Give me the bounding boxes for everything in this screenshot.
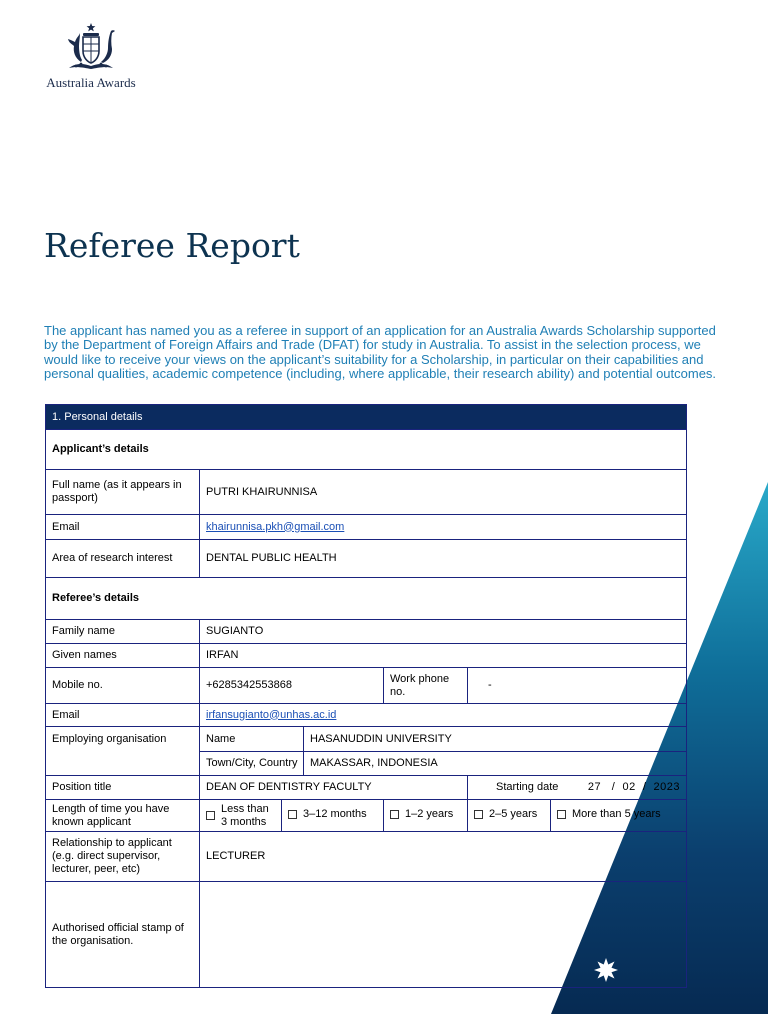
referee-email-link[interactable]: irfansugianto@unhas.ac.id: [206, 708, 337, 721]
family-name-row: [46, 620, 687, 644]
date-separator: /: [611, 781, 616, 793]
work-phone-label: Work phone no.: [384, 668, 468, 704]
referee-details-row: [46, 578, 687, 620]
fullname-label: Full name (as it appears in passport): [46, 470, 200, 515]
length-option-2-5-years[interactable]: 2–5 years: [468, 800, 551, 832]
applicant-details-heading: Applicant’s details: [46, 430, 687, 470]
checkbox-icon[interactable]: [390, 810, 399, 819]
org-town-value[interactable]: MAKASSAR, INDONESIA: [304, 752, 687, 776]
family-name-label: Family name: [46, 620, 200, 644]
organisation-label: Employing organisation: [46, 727, 200, 776]
relationship-value[interactable]: LECTURER: [200, 832, 687, 882]
page-title: Referee Report: [44, 226, 300, 265]
org-name-value[interactable]: HASANUDDIN UNIVERSITY: [304, 727, 687, 752]
fullname-value[interactable]: PUTRI KHAIRUNNISA: [200, 470, 687, 515]
position-row: [46, 776, 687, 800]
applicant-email-link[interactable]: khairunnisa.pkh@gmail.com: [206, 520, 345, 533]
starting-date-label: Starting date: [496, 781, 559, 793]
given-names-row: [46, 644, 687, 668]
length-option-3-12-months[interactable]: 3–12 months: [282, 800, 384, 832]
start-day: 27: [587, 781, 602, 793]
length-option-1-2-years[interactable]: 1–2 years: [384, 800, 468, 832]
relationship-label: Relationship to applicant (e.g. direct supervisor, lecturer, peer, etc): [46, 832, 200, 882]
given-names-value[interactable]: IRFAN: [200, 644, 687, 668]
org-name-row: [46, 727, 687, 752]
starting-date-value[interactable]: [588, 781, 680, 794]
checkbox-icon[interactable]: [474, 810, 483, 819]
length-option-more-5-years[interactable]: More than 5 years: [551, 800, 687, 832]
referee-email-row: [46, 704, 687, 727]
intro-paragraph: The applicant has named you as a referee in support of an application for an Australia Awards Scholarship supported by the Department of Foreign Affairs and Trade (DFAT) for study in Australia. To assist in the selection process, we would like to receive your views on the applicant’s suitability for a Scholarship, in particular on their capabilities and personal qualities, academic competence (including, where applicable, their research ability) and potential outcomes.: [44, 323, 717, 382]
date-separator: /: [642, 781, 647, 793]
research-value[interactable]: DENTAL PUBLIC HEALTH: [200, 540, 687, 578]
mobile-label: Mobile no.: [46, 668, 200, 704]
fullname-row: [46, 470, 687, 515]
applicant-email-row: [46, 515, 687, 540]
position-value[interactable]: DEAN OF DENTISTRY FACULTY: [200, 776, 468, 800]
research-label: Area of research interest: [46, 540, 200, 578]
length-row: [46, 800, 687, 832]
referee-details-heading: Referee’s details: [46, 578, 687, 620]
relationship-row: [46, 832, 687, 882]
org-name-label: Name: [200, 727, 304, 752]
referee-email-label: Email: [46, 704, 200, 727]
length-label: Length of time you have known applicant: [46, 800, 200, 832]
starting-date-cell: [468, 776, 687, 800]
work-phone-value[interactable]: -: [468, 668, 687, 704]
start-month: 02: [622, 781, 636, 793]
checkbox-icon[interactable]: [557, 810, 566, 819]
mobile-value[interactable]: +6285342553868: [200, 668, 384, 704]
length-option-less-3-months[interactable]: Less than 3 months: [200, 800, 282, 832]
applicant-details-row: [46, 430, 687, 470]
family-name-value[interactable]: SUGIANTO: [200, 620, 687, 644]
star-icon: [593, 957, 619, 983]
personal-details-form: [45, 404, 687, 988]
email-label: Email: [46, 515, 200, 540]
position-label: Position title: [46, 776, 200, 800]
research-row: [46, 540, 687, 578]
given-names-label: Given names: [46, 644, 200, 668]
stamp-row: [46, 882, 687, 988]
org-town-label: Town/City, Country: [200, 752, 304, 776]
checkbox-icon[interactable]: [288, 810, 297, 819]
section-heading: 1. Personal details: [46, 405, 687, 430]
phone-row: [46, 668, 687, 704]
stamp-label: Authorised official stamp of the organisation.: [46, 882, 200, 988]
coat-of-arms-icon: [61, 22, 121, 74]
checkbox-icon[interactable]: [206, 811, 215, 820]
australia-awards-logo: [36, 22, 146, 91]
brand-name: Australia Awards: [46, 75, 136, 90]
section-header: [46, 405, 687, 430]
start-year: 2023: [653, 781, 681, 793]
